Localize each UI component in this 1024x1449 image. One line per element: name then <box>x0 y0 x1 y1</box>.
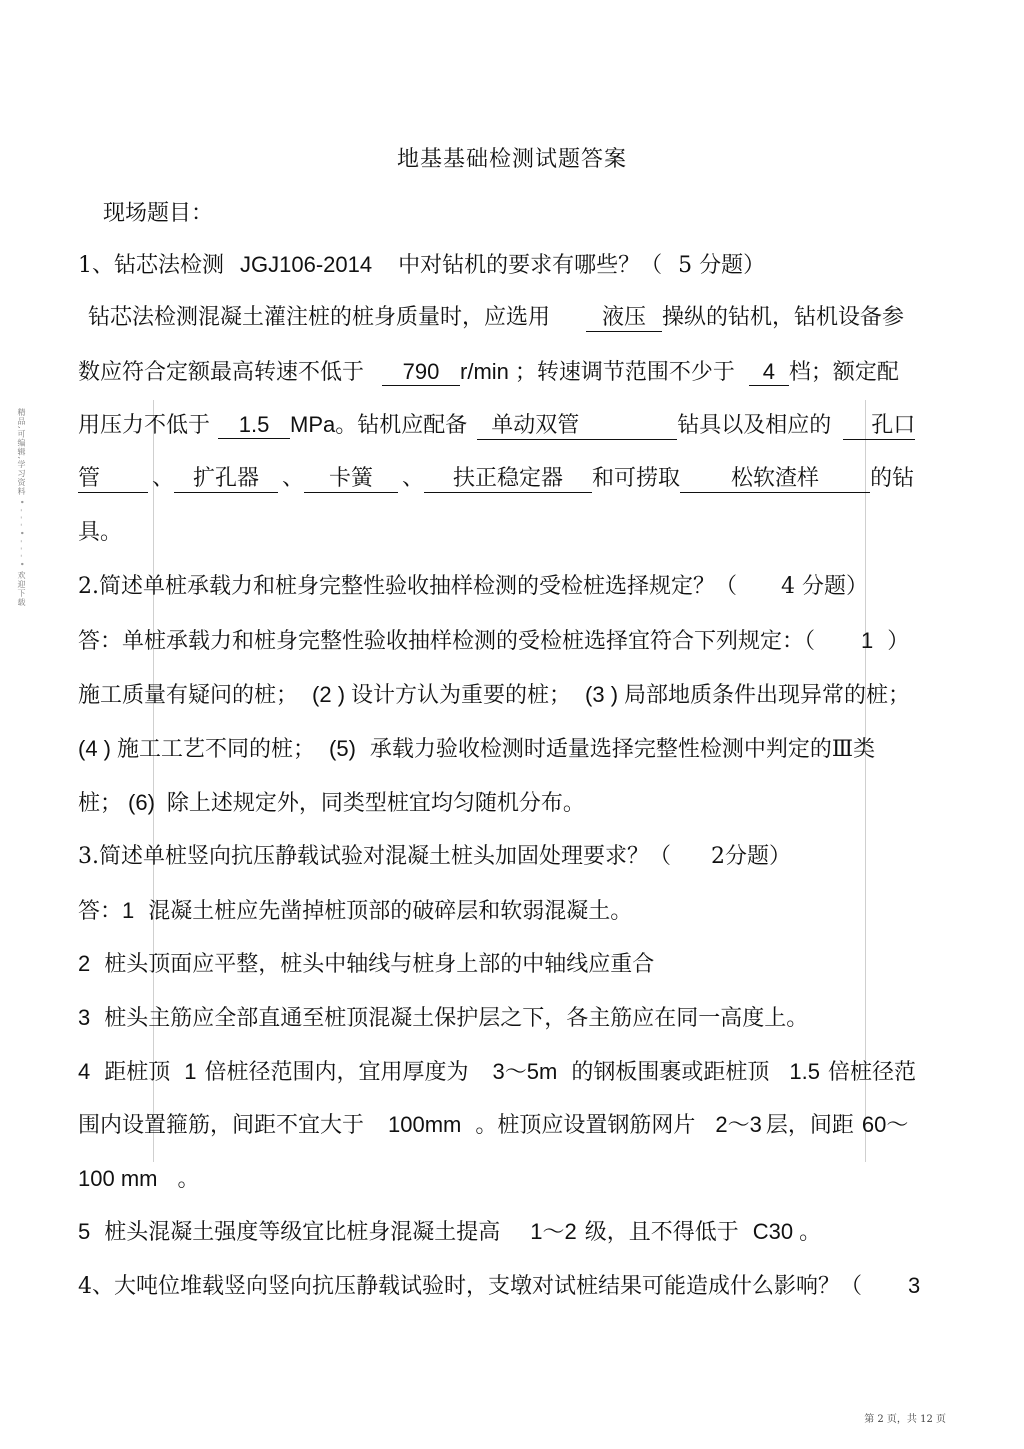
a3-text: 倍桩径范围内，宜用厚度为 <box>204 1060 469 1085</box>
a1-text: 和可捞取 <box>592 466 681 491</box>
q1-prefix: 1、钻芯法检测 <box>78 253 224 278</box>
separator: 、 <box>282 466 305 491</box>
answer-3-line-3 <box>78 1003 946 1034</box>
a2-text: 答：单桩承载力和桩身完整性验收抽样检测的受检桩选择宜符合下列规定：（ <box>78 629 816 654</box>
blank-songruan: 松软渣样 <box>680 466 870 493</box>
q2-score: 4 分题） <box>781 574 868 599</box>
answer-2-line-1 <box>78 626 946 657</box>
a3-number: 5 <box>78 1219 91 1244</box>
a3-value: 60～ <box>861 1112 909 1137</box>
a3-text: 层，间距 <box>765 1113 854 1138</box>
a3-text: 混凝土桩应先凿掉桩顶部的破碎层和软弱混凝土。 <box>148 899 633 924</box>
a2-number: (5) <box>329 736 356 761</box>
a3-value: 100mm <box>388 1112 462 1137</box>
a3-text: 桩头顶面应平整，桩头中轴线与桩身上部的中轴线应重合 <box>104 952 655 977</box>
answer-3-line-7 <box>78 1217 946 1248</box>
a1-text: 的钻 <box>870 466 915 491</box>
page-frame-lines <box>153 400 866 1162</box>
a3-text: 答： <box>78 899 123 924</box>
a3-number: 2 <box>78 951 91 976</box>
page-footer: 第 2 页，共 12 页 <box>864 1414 946 1425</box>
answer-1-line-3 <box>78 410 946 441</box>
a3-text: 的钢板围裹或距桩顶 <box>571 1060 770 1085</box>
a1-text: 操纵的钻机，钻机设备参 <box>662 305 905 330</box>
question-3 <box>78 842 946 872</box>
answer-3-line-4 <box>78 1057 946 1088</box>
blank-kahuang: 卡簧 <box>304 466 398 493</box>
a2-text: 除上述规定外，同类型桩宜均匀随机分布。 <box>166 791 585 816</box>
blank-kongkou: 孔口 <box>843 413 915 440</box>
a1-text: 用压力不低于 <box>78 413 211 438</box>
side-note-dots: • - - - • - - - • <box>17 499 26 568</box>
answer-3-line-2 <box>78 949 946 980</box>
q4-text: 4、大吨位堆载竖向竖向抗压静载试验时，支墩对试桩结果可能造成什么影响？（ <box>78 1274 862 1299</box>
blank-hydraulic: 液压 <box>586 305 662 332</box>
a3-text: 桩头混凝土强度等级宜比桩身混凝土提高 <box>104 1220 501 1245</box>
q3-text: 3.简述单桩竖向抗压静载试验对混凝土桩头加固处理要求？（ <box>78 844 671 869</box>
answer-3-line-5 <box>78 1110 946 1141</box>
answer-2-line-4 <box>78 788 946 819</box>
a2-text: 施工质量有疑问的桩； <box>78 683 299 708</box>
a1-text: ；转速调节范围不少于 <box>514 360 735 385</box>
blank-gear: 4 <box>749 359 789 386</box>
a3-text: 围内设置箍筋，间距不宜大于 <box>78 1113 365 1138</box>
a3-value: 100 mm <box>78 1166 158 1191</box>
a3-text: 。 <box>177 1167 200 1192</box>
q2-text: 2.简述单桩承载力和桩身完整性验收抽样检测的受检桩选择规定？（ <box>78 574 737 599</box>
a3-value: C30 <box>752 1219 794 1244</box>
side-watermark-note <box>12 408 26 607</box>
answer-3-line-6 <box>78 1164 946 1195</box>
a1-text: 数应符合定额最高转速不低于 <box>78 360 365 385</box>
a1-unit: r/min <box>460 359 509 384</box>
q1-score: 5 分题） <box>678 253 766 278</box>
a3-text: 倍桩径范 <box>827 1060 916 1085</box>
a3-text: 。桩顶应设置钢筋网片 <box>475 1113 696 1138</box>
a2-text: 桩； <box>78 791 123 816</box>
side-note-text: 精品,可编辑,学习资料 <box>17 408 26 497</box>
q1-text: 中对钻机的要求有哪些？（ <box>398 253 663 278</box>
a2-number: (4 ) <box>78 736 111 761</box>
a3-number: 4 <box>78 1059 91 1084</box>
a1-text: 档；额定配 <box>788 360 899 385</box>
blank-pressure: 1.5 <box>218 412 290 439</box>
section-heading: 现场题目： <box>103 201 214 226</box>
answer-3-line-1 <box>78 896 946 927</box>
blank-kuokong: 扩孔器 <box>174 466 278 493</box>
a2-text: 施工工艺不同的桩； <box>117 737 316 762</box>
a2-text: ） <box>887 629 910 654</box>
a3-value: 1～2 <box>530 1219 577 1244</box>
a2-number: (2 ) <box>312 682 346 707</box>
blank-guan: 管 <box>78 466 148 493</box>
answer-2-line-2 <box>78 680 946 711</box>
a1-text: 钻芯法检测混凝土灌注桩的桩身质量时，应选用 <box>88 305 551 330</box>
answer-1-line-4 <box>78 464 946 494</box>
a3-value: 3～5m <box>492 1059 558 1084</box>
answer-1-line-1 <box>88 303 946 333</box>
question-4 <box>78 1271 946 1302</box>
a3-number: 3 <box>78 1005 91 1030</box>
question-2 <box>78 572 946 602</box>
q4-score: 3 <box>908 1273 921 1298</box>
a2-text: 设计方认为重要的桩； <box>351 683 572 708</box>
a3-number: 1 <box>122 898 135 923</box>
a2-text: 局部地质条件出现异常的桩； <box>624 683 911 708</box>
answer-2-line-3 <box>78 734 946 765</box>
q1-standard: JGJ106-2014 <box>240 252 373 277</box>
page-title: 地基基础检测试题答案 <box>396 147 627 172</box>
blank-fuzheng: 扶正稳定器 <box>424 466 592 493</box>
blank-drill-tool: 单动双管 <box>477 413 677 440</box>
a3-text: 。 <box>799 1220 822 1245</box>
a3-value: 1 <box>184 1059 197 1084</box>
separator: 、 <box>152 466 175 491</box>
a1-unit: MPa <box>290 412 336 437</box>
a1-text: 。钻机应配备 <box>335 413 468 438</box>
a3-value: 2～3 <box>715 1112 762 1137</box>
separator: 、 <box>402 466 425 491</box>
a3-value: 1.5 <box>789 1059 820 1084</box>
a2-text: 承载力验收检测时适量选择完整性检测中判定的Ⅲ类 <box>369 737 876 762</box>
a2-number: 1 <box>861 628 874 653</box>
answer-1-line-2 <box>78 357 946 388</box>
side-note-text-2: 欢迎下载 <box>17 570 26 607</box>
answer-1-line-5: 具。 <box>78 520 123 545</box>
a3-text: 桩头主筋应全部直通至桩顶混凝土保护层之下，各主筋应在同一高度上。 <box>104 1006 809 1031</box>
q3-score: 2分题） <box>711 844 791 869</box>
blank-speed: 790 <box>382 359 460 386</box>
question-1 <box>78 250 946 281</box>
a3-text: 级，且不得低于 <box>584 1220 739 1245</box>
a1-text: 钻具以及相应的 <box>677 413 832 438</box>
a3-text: 距桩顶 <box>104 1060 171 1085</box>
a2-number: (6) <box>128 790 155 815</box>
a2-number: (3 ) <box>585 682 619 707</box>
